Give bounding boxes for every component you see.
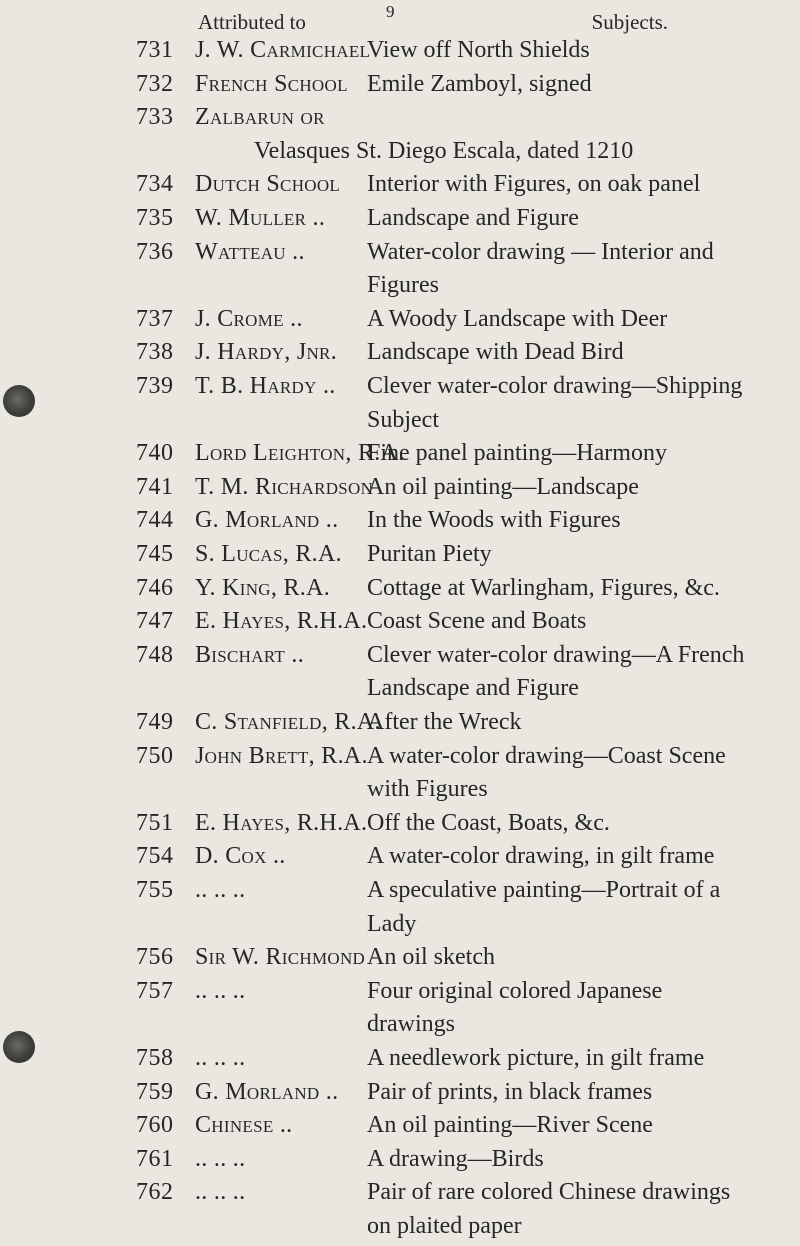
- lot-number: 756: [136, 944, 174, 971]
- lot-number: 744: [136, 507, 174, 534]
- lot-number: 755: [136, 877, 174, 903]
- lot-number: 746: [136, 574, 174, 601]
- lot-number: 739: [136, 373, 174, 399]
- lot-number: 759: [136, 1078, 174, 1105]
- artist-name: Y. King, R.A.: [195, 574, 331, 601]
- artist-name: S. Lucas, R.A.: [195, 541, 342, 567]
- lot-number: 732: [136, 70, 174, 97]
- artist-name: W. Muller ..: [195, 205, 326, 231]
- artist-name: D. Cox ..: [195, 843, 286, 870]
- lot-number: 749: [136, 709, 174, 735]
- subject-text: Landscape with Dead Bird: [367, 339, 624, 366]
- lot-number: 736: [136, 238, 174, 265]
- artist-name: .. .. ..: [195, 1045, 246, 1071]
- artist-name: E. Hayes, R.H.A.: [195, 608, 368, 635]
- subject-continuation: Velasques St. Diego Escala, dated 1210: [254, 137, 634, 164]
- artist-name: J. W. Carmichael: [195, 37, 371, 63]
- binding-hole: [3, 1031, 35, 1063]
- subject-text: A needlework picture, in gilt frame: [367, 1045, 705, 1071]
- lot-number: 750: [136, 742, 174, 769]
- subject-text: Clever water-color drawing—Shipping: [367, 373, 743, 399]
- subject-text: Puritan Piety: [367, 541, 492, 567]
- subject-text: Interior with Figures, on oak panel: [367, 171, 701, 198]
- artist-name: Bischart ..: [195, 641, 305, 668]
- lot-number: 754: [136, 843, 174, 870]
- page-number: 9: [386, 2, 395, 21]
- subject-text: Pair of prints, in black frames: [367, 1078, 653, 1105]
- attributed-to-heading: Attributed to: [198, 10, 306, 34]
- artist-name: G. Morland ..: [195, 507, 339, 534]
- subject-text: A drawing—Birds: [367, 1145, 544, 1172]
- subject-text: Clever water-color drawing—A French: [367, 641, 745, 668]
- artist-name: E. Hayes, R.H.A.: [195, 809, 368, 836]
- subject-text: Landscape and Figure: [367, 205, 579, 231]
- subject-text: Pair of rare colored Chinese drawings: [367, 1179, 731, 1206]
- artist-name: Sir W. Richmond: [195, 944, 366, 971]
- lot-number: 738: [136, 339, 174, 366]
- subject-text: Emile Zamboyl, signed: [367, 70, 592, 97]
- lot-number: 733: [136, 104, 174, 131]
- subject-text: Cottage at Warlingham, Figures, &c.: [367, 574, 720, 601]
- lot-number: 734: [136, 171, 174, 198]
- subject-text: A water-color drawing—Coast Scene: [367, 742, 726, 769]
- artist-name: J. Hardy, Jnr.: [195, 339, 337, 366]
- artist-name: .. .. ..: [195, 977, 246, 1004]
- subject-text: Coast Scene and Boats: [367, 608, 587, 635]
- subject-text: A Woody Landscape with Deer: [367, 305, 668, 332]
- subject-continuation: Subject: [367, 406, 439, 433]
- lot-number: 762: [136, 1179, 174, 1206]
- subject-continuation: on plaited paper: [367, 1213, 522, 1239]
- subject-continuation: Lady: [367, 910, 417, 937]
- lot-number: 758: [136, 1045, 174, 1071]
- artist-name: Zalbarun or: [195, 104, 325, 131]
- lot-number: 731: [136, 37, 174, 63]
- subject-text: View off North Shields: [367, 37, 590, 63]
- subject-continuation: Figures: [367, 272, 439, 299]
- artist-name: Watteau ..: [195, 238, 305, 265]
- lot-number: 760: [136, 1112, 174, 1139]
- artist-name: J. Crome ..: [195, 305, 303, 332]
- artist-name: Lord Leighton, R.A.: [195, 440, 405, 467]
- artist-name: .. .. ..: [195, 877, 246, 903]
- binding-hole: [3, 385, 35, 417]
- subject-continuation: Landscape and Figure: [367, 675, 579, 702]
- artist-name: Dutch School: [195, 171, 341, 198]
- lot-number: 740: [136, 440, 174, 467]
- subject-text: Off the Coast, Boats, &c.: [367, 809, 610, 836]
- lot-number: 751: [136, 809, 174, 836]
- lot-number: 761: [136, 1145, 174, 1172]
- subject-text: After the Wreck: [367, 709, 522, 735]
- subject-text: Fine panel painting—Harmony: [367, 440, 667, 467]
- artist-name: T. B. Hardy ..: [195, 373, 336, 399]
- lot-number: 757: [136, 977, 174, 1004]
- lot-number: 745: [136, 541, 174, 567]
- artist-name: John Brett, R.A.: [195, 742, 368, 769]
- artist-name: .. .. ..: [195, 1179, 246, 1206]
- lot-number: 747: [136, 608, 174, 635]
- subject-continuation: with Figures: [367, 776, 488, 803]
- subject-text: In the Woods with Figures: [367, 507, 621, 534]
- subjects-heading: Subjects.: [591, 10, 668, 34]
- artist-name: T. M. Richardson: [195, 473, 374, 500]
- subject-text: An oil painting—Landscape: [367, 473, 639, 500]
- artist-name: C. Stanfield, R.A.: [195, 709, 381, 735]
- subject-text: An oil sketch: [367, 944, 495, 971]
- subject-text: A water-color drawing, in gilt frame: [367, 843, 715, 870]
- lot-number: 737: [136, 305, 174, 332]
- artist-name: French School: [195, 70, 348, 97]
- lot-number: 735: [136, 205, 174, 231]
- subject-continuation: drawings: [367, 1011, 455, 1038]
- subject-text: An oil painting—River Scene: [367, 1112, 653, 1139]
- artist-name: Chinese ..: [195, 1112, 293, 1139]
- subject-text: Four original colored Japanese: [367, 977, 663, 1004]
- lot-number: 741: [136, 473, 174, 500]
- subject-text: Water-color drawing — Interior and: [367, 238, 714, 265]
- artist-name: .. .. ..: [195, 1145, 246, 1172]
- lot-number: 748: [136, 641, 174, 668]
- subject-text: A speculative painting—Portrait of a: [367, 877, 721, 903]
- artist-name: G. Morland ..: [195, 1078, 339, 1105]
